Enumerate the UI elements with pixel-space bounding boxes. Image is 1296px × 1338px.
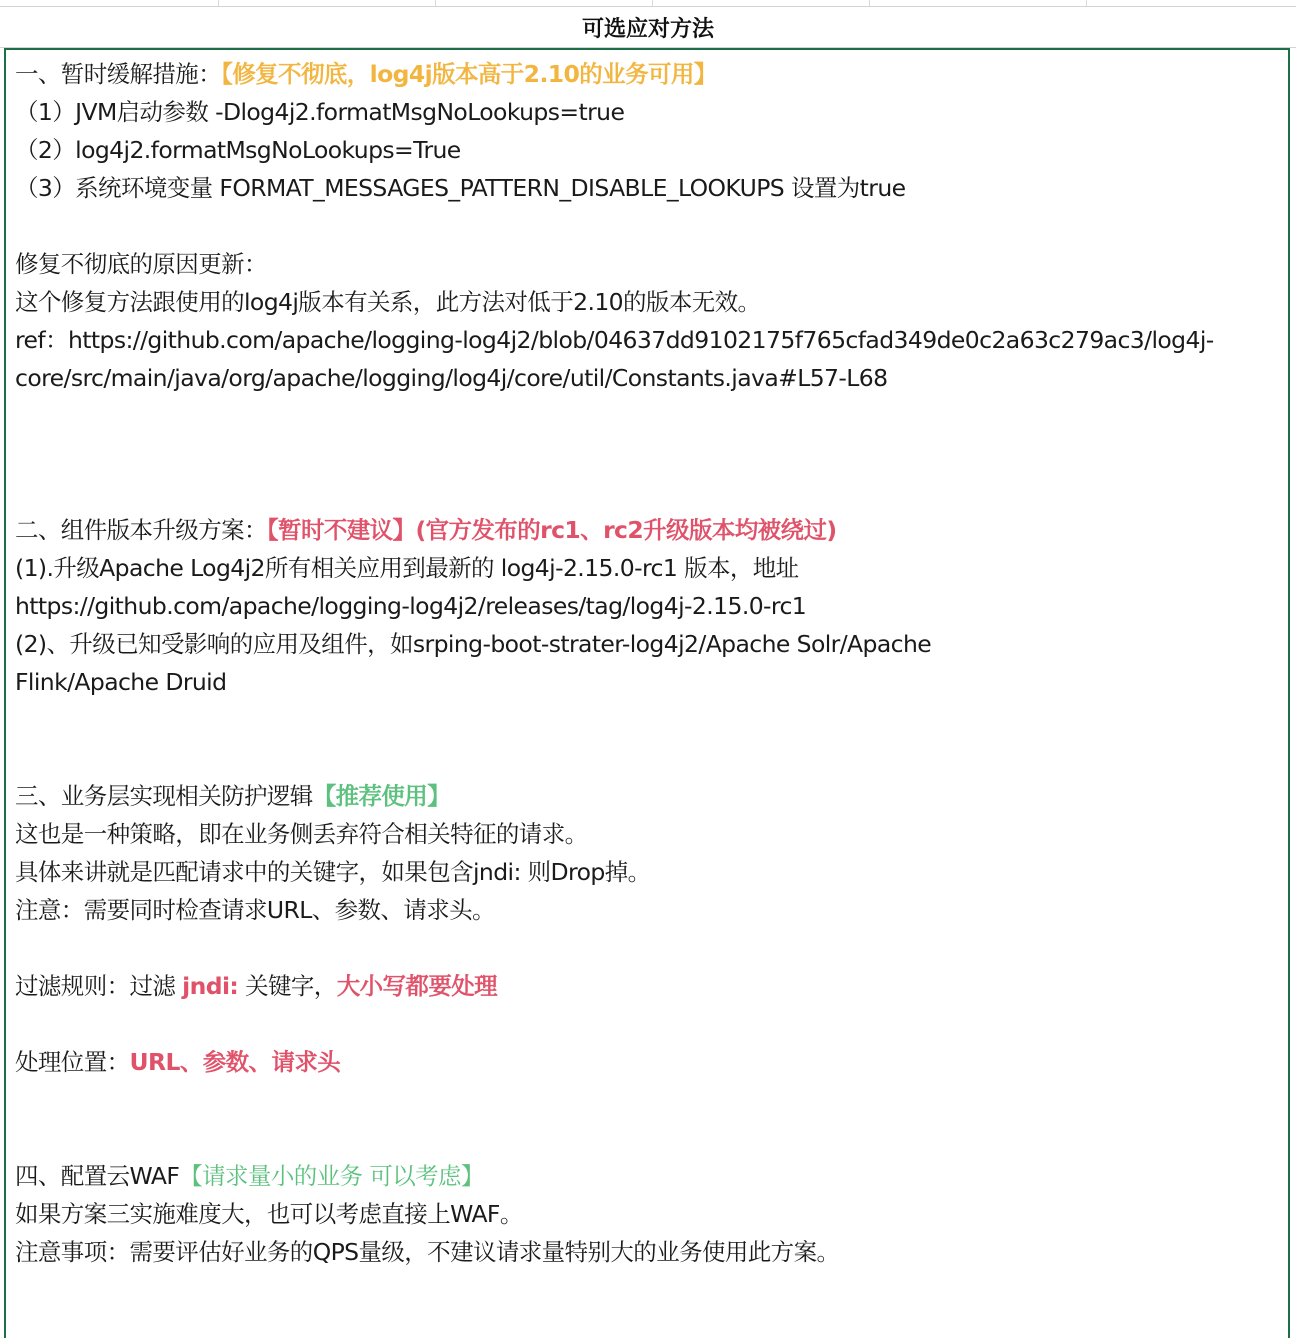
filter-note: 大小写都要处理 [336, 972, 498, 1000]
section3-heading: 三、业务层实现相关防护逻辑【推荐使用】 [15, 782, 451, 810]
section2-line: (1).升级Apache Log4j2所有相关应用到最新的 log4j-2.15.0-rc1 版本，地址 [15, 554, 799, 582]
section2-line: https://github.com/apache/logging-log4j2/releases/tag/log4j-2.15.0-rc1 [15, 592, 807, 620]
section4-heading: 四、配置云WAF【请求量小的业务 可以考虑】 [15, 1162, 484, 1190]
section2-note: 【暂时不建议】(官方发布的rc1、rc2升级版本均被绕过) [266, 516, 837, 544]
section1-item: （3）系统环境变量 FORMAT_MESSAGES_PATTERN_DISABLE_LOOKUPS 设置为true [15, 174, 906, 202]
reason-text: 这个修复方法跟使用的log4j版本有关系，此方法对低于2.10的版本无效。 [15, 288, 761, 316]
section2-line: Flink/Apache Druid [15, 668, 227, 696]
section1-note: 【修复不彻底，log4j版本高于2.10的业务可用】 [221, 60, 717, 88]
selected-cell[interactable] [4, 48, 1290, 1338]
section2-line: (2)、升级已知受影响的应用及组件，如srping-boot-strater-log4j2/Apache Solr/Apache [15, 630, 932, 658]
section3-line: 具体来讲就是匹配请求中的关键字，如果包含jndi: 则Drop掉。 [15, 858, 651, 886]
process-location: 处理位置：URL、参数、请求头 [15, 1048, 341, 1076]
section4-note: 【请求量小的业务 可以考虑】 [179, 1162, 484, 1190]
ref-link: ref：https://github.com/apache/logging-log4j2/blob/04637dd9102175f765cfad349de0c2a63c279ac3/log4j- [15, 326, 1214, 354]
section1-item: （1）JVM启动参数 -Dlog4j2.formatMsgNoLookups=true [15, 98, 625, 126]
location-value: URL、参数、请求头 [129, 1048, 341, 1076]
filter-rule: 过滤规则：过滤 jndi: 关键字，大小写都要处理 [15, 972, 498, 1000]
section2-heading: 二、组件版本升级方案：【暂时不建议】(官方发布的rc1、rc2升级版本均被绕过) [15, 516, 837, 544]
section1-heading: 一、暂时缓解措施：【修复不彻底，log4j版本高于2.10的业务可用】 [15, 60, 717, 88]
section4-line: 注意事项：需要评估好业务的QPS量级，不建议请求量特别大的业务使用此方案。 [15, 1238, 840, 1266]
filter-keyword: jndi: [182, 972, 239, 1000]
column-header[interactable] [0, 6, 1296, 48]
ref-link-cont: core/src/main/java/org/apache/logging/log4j/core/util/Constants.java#L57-L68 [15, 364, 888, 392]
column-header-title: 可选应对方法 [581, 16, 714, 42]
reason-title: 修复不彻底的原因更新： [15, 250, 267, 278]
section3-line: 注意：需要同时检查请求URL、参数、请求头。 [15, 896, 495, 924]
section3-line: 这也是一种策略，即在业务侧丢弃符合相关特征的请求。 [15, 820, 588, 848]
section4-line: 如果方案三实施难度大，也可以考虑直接上WAF。 [15, 1200, 523, 1228]
section3-note: 【推荐使用】 [312, 782, 451, 810]
section1-item: （2）log4j2.formatMsgNoLookups=True [15, 136, 461, 164]
